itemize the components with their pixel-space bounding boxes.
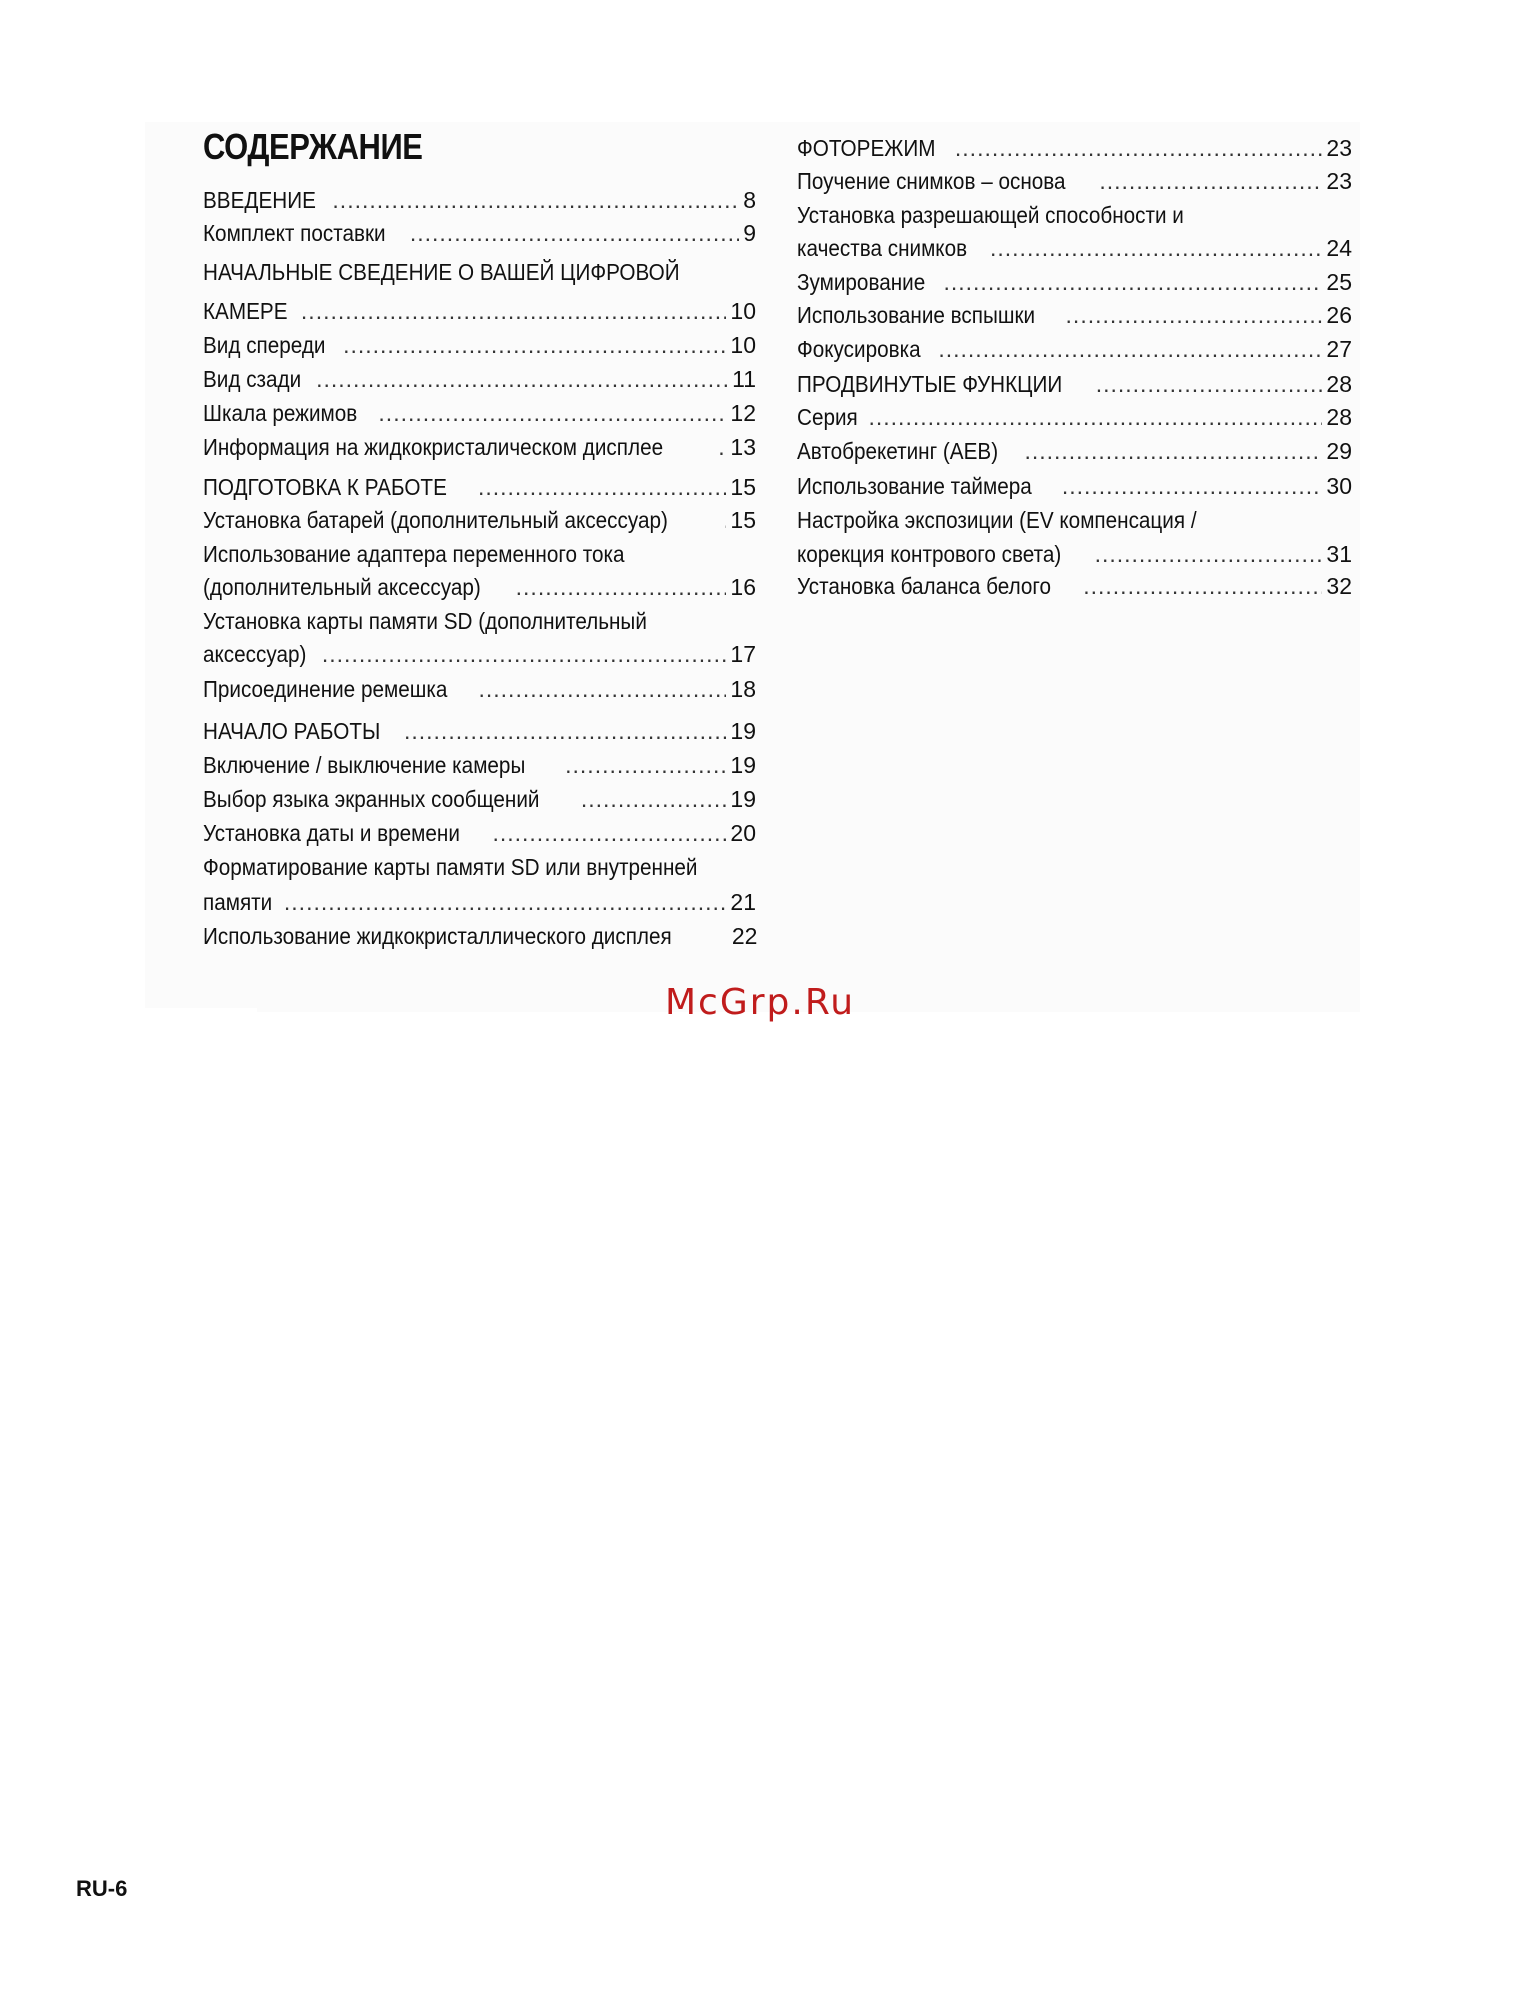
toc-entry-page: 11 — [732, 366, 756, 392]
toc-entry-page: 23 — [1326, 168, 1352, 194]
toc-entry — [203, 295, 756, 327]
toc-entry-label: Форматирование карты памяти SD или внутренней — [203, 854, 698, 880]
toc-entry-label: ВВЕДЕНИЕ — [203, 187, 316, 213]
toc-entry-label: Использование жидкокристаллического дисплея — [203, 923, 672, 949]
dot-leader — [478, 471, 726, 503]
toc-entry-page: 9 — [743, 220, 756, 246]
page-number: RU-6 — [76, 1876, 128, 1901]
toc-entry-page: 16 — [730, 574, 756, 600]
dot-leader — [1099, 165, 1322, 197]
toc-entry-label: КАМЕРЕ — [203, 298, 288, 324]
toc-entry — [797, 570, 1352, 602]
toc-entry-page: 30 — [1326, 473, 1352, 499]
toc-entry-label: Информация на жидкокристалическом дисплее — [203, 434, 664, 460]
toc-entry-page: 24 — [1326, 235, 1352, 261]
toc-entry-page: 19 — [730, 752, 756, 778]
toc-entry-label: Использование таймера — [797, 473, 1032, 499]
toc-entry-label: (дополнительный аксессуар) — [203, 574, 481, 600]
toc-entry-page: 8 — [743, 187, 756, 213]
toc-entry-page: 25 — [1326, 269, 1352, 295]
toc-entry — [797, 299, 1352, 331]
toc-entry-page: 19 — [730, 718, 756, 744]
dot-leader — [516, 571, 727, 603]
dot-leader — [284, 886, 727, 918]
toc-entry — [203, 673, 756, 705]
toc-entry-label: Включение / выключение камеры — [203, 752, 526, 778]
toc-entry — [203, 256, 756, 288]
toc-entry-label: Автобрекетинг (AEB) — [797, 438, 999, 464]
toc-entry — [203, 538, 756, 570]
dot-leader — [332, 184, 739, 216]
toc-entry — [203, 783, 756, 815]
toc-entry-page: 31 — [1326, 541, 1352, 567]
toc-entry-label: Установка разрешающей способности и — [797, 202, 1184, 228]
toc-entry-label: Фокусировка — [797, 336, 921, 362]
dot-leader — [479, 673, 727, 705]
toc-entry-label: НАЧАЛО РАБОТЫ — [203, 718, 381, 744]
dot-leader — [943, 266, 1322, 298]
toc-entry-label: качества снимков — [797, 235, 968, 261]
toc-entry — [203, 397, 756, 429]
toc-entry — [797, 132, 1352, 164]
toc-entry-label: Вид сзади — [203, 366, 302, 392]
dot-leader — [316, 363, 728, 395]
toc-entry-page: 23 — [1326, 135, 1352, 161]
dot-leader — [565, 749, 726, 781]
toc-entry-page: 22 — [731, 923, 758, 949]
toc-entry — [797, 165, 1352, 197]
toc-entry — [203, 886, 756, 918]
toc-entry — [203, 638, 756, 670]
toc-entry — [203, 851, 756, 883]
toc-entry-page: 19 — [730, 786, 756, 812]
toc-entry — [797, 266, 1352, 298]
toc-entry-label: Использование вспышки — [797, 302, 1036, 328]
toc-entry-label: Установка карты памяти SD (дополнительный — [203, 608, 647, 634]
toc-entry-label: Вид спереди — [203, 332, 326, 358]
toc-entry — [797, 232, 1352, 264]
toc-entry — [797, 333, 1352, 365]
dot-leader — [1066, 299, 1323, 331]
toc-entry-label: Установка батарей (дополнительный аксессуар) — [203, 507, 668, 533]
toc-entry-label: Серия — [797, 404, 858, 430]
toc-entry — [203, 184, 756, 216]
toc-entry-label: Настройка экспозиции (EV компенсация / — [797, 507, 1197, 533]
toc-entry — [797, 199, 1352, 231]
toc-entry-page: 10 — [730, 298, 756, 324]
toc-entry-label: Зумирование — [797, 269, 926, 295]
toc-entry-label: ПРОДВИНУТЫЕ ФУНКЦИИ — [797, 371, 1063, 397]
toc-entry-page: 17 — [730, 641, 756, 667]
toc-entry — [797, 401, 1352, 433]
toc-entry-page: 10 — [730, 332, 756, 358]
dot-leader — [990, 232, 1322, 264]
toc-entry-page: 26 — [1326, 302, 1352, 328]
toc-entry-label: ПОДГОТОВКА К РАБОТЕ — [203, 474, 447, 500]
toc-entry — [797, 368, 1352, 400]
dot-leader — [1096, 368, 1323, 400]
toc-entry-label: корекция контрового света) — [797, 541, 1062, 567]
toc-entry-page: 32 — [1326, 573, 1352, 599]
toc-entry-label: Установка даты и времени — [203, 820, 460, 846]
toc-entry — [203, 920, 756, 952]
watermark: McGrp.Ru — [664, 982, 856, 1023]
toc-entry — [203, 217, 756, 249]
toc-entry-page: 28 — [1326, 404, 1352, 430]
toc-entry-page: 12 — [730, 400, 756, 426]
toc-entry — [797, 504, 1352, 536]
toc-entry-label: Комплект поставки — [203, 220, 386, 246]
dot-leader — [378, 397, 726, 429]
dot-leader — [492, 817, 726, 849]
toc-entry — [797, 470, 1352, 502]
toc-entry — [203, 605, 756, 637]
toc-entry-label: Поучение снимков – основа — [797, 168, 1066, 194]
toc-entry — [203, 363, 756, 395]
dot-leader — [301, 295, 726, 327]
dot-leader — [343, 329, 726, 361]
toc-entry — [203, 817, 756, 849]
dot-leader — [1083, 570, 1322, 602]
toc-entry-page: 27 — [1326, 336, 1352, 362]
dot-leader — [718, 431, 726, 463]
toc-entry — [203, 715, 756, 747]
toc-entry-label: НАЧАЛЬНЫЕ СВЕДЕНИЕ О ВАШЕЙ ЦИФРОВОЙ — [203, 259, 680, 285]
toc-entry-page: 20 — [730, 820, 756, 846]
toc-entry — [203, 504, 756, 536]
toc-entry — [203, 329, 756, 361]
dot-leader — [410, 217, 739, 249]
dot-leader — [1024, 435, 1322, 467]
toc-entry — [797, 538, 1352, 570]
dot-leader — [404, 715, 726, 747]
toc-entry-page: 21 — [730, 889, 756, 915]
toc-entry-label: Использование адаптера переменного тока — [203, 541, 625, 567]
toc-entry-page: 15 — [730, 507, 756, 533]
toc-entry — [797, 435, 1352, 467]
toc-entry-label: памяти — [203, 889, 273, 915]
dot-leader — [869, 401, 1323, 433]
dot-leader — [1062, 470, 1323, 502]
toc-entry-page: 29 — [1326, 438, 1352, 464]
toc-entry — [203, 431, 756, 463]
toc-title: СОДЕРЖАНИЕ — [203, 126, 423, 167]
toc-entry-label: Выбор языка экранных сообщений — [203, 786, 540, 812]
toc-entry-page: 28 — [1326, 371, 1352, 397]
toc-entry-label: Установка баланса белого — [797, 573, 1052, 599]
toc-entry-page: 18 — [730, 676, 756, 702]
dot-leader — [955, 132, 1323, 164]
toc-entry-label: Шкала режимов — [203, 400, 358, 426]
dot-leader — [581, 783, 727, 815]
dot-leader — [938, 333, 1322, 365]
toc-entry — [203, 571, 756, 603]
toc-entry-label: аксессуар) — [203, 641, 307, 667]
toc-entry — [203, 749, 756, 781]
dot-leader — [1095, 538, 1323, 570]
toc-entry — [203, 471, 756, 503]
toc-entry-label: ФОТОРЕЖИМ — [797, 135, 936, 161]
dot-leader — [322, 638, 727, 670]
dot-leader — [724, 504, 727, 536]
toc-entry-page: 13 — [730, 434, 756, 460]
toc-entry-page: 15 — [730, 474, 756, 500]
toc-entry-label: Присоединение ремешка — [203, 676, 448, 702]
